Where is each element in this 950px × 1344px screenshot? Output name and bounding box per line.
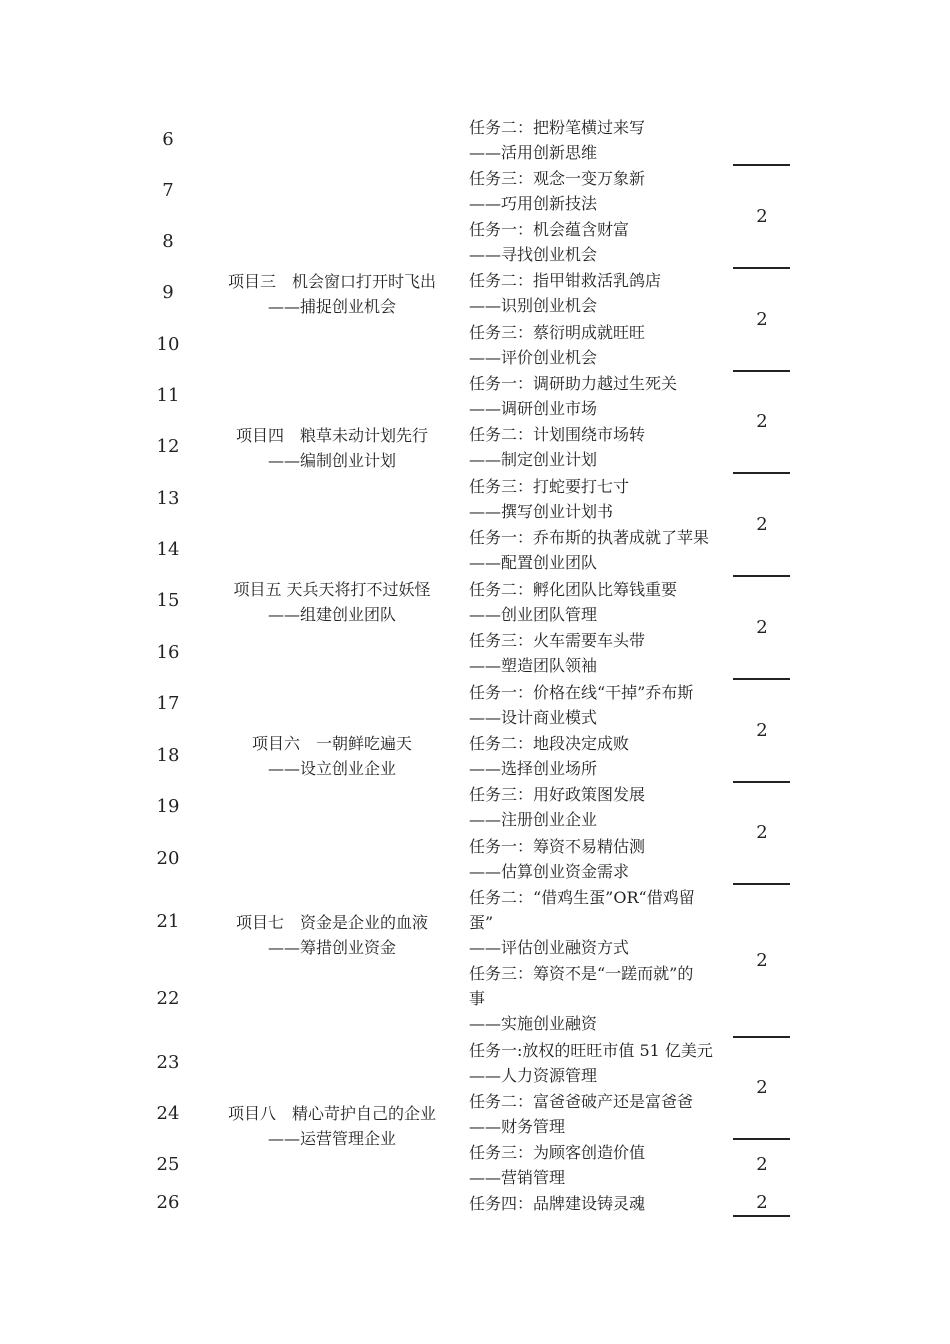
hours-divider — [733, 781, 790, 783]
task-title: 任务三：蔡衍明成就旺旺 — [469, 323, 646, 342]
hours-divider — [733, 883, 790, 885]
project-subtitle: ——捕捉创业机会 — [267, 297, 396, 316]
task-cell — [469, 320, 729, 370]
row-number: 7 — [162, 180, 174, 201]
hours-value: 2 — [756, 720, 768, 741]
task-title: 任务一：机会蕴含财富 — [469, 220, 630, 239]
row-number: 9 — [162, 282, 174, 303]
row-number: 24 — [156, 1103, 180, 1124]
hours-divider — [733, 370, 790, 372]
task-subtitle: ——活用创新思维 — [469, 143, 598, 162]
task-title: 任务二：“借鸡生蛋”OR“借鸡留 — [469, 888, 695, 907]
row-number: 10 — [156, 334, 180, 355]
task-subtitle: ——设计商业模式 — [469, 708, 598, 727]
row-number: 22 — [156, 988, 180, 1009]
task-title: 任务三：观念一变万象新 — [469, 169, 646, 188]
task-cell — [469, 166, 729, 216]
row-number: 8 — [162, 231, 174, 252]
row-number: 23 — [156, 1052, 180, 1073]
task-title: 任务一:放权的旺旺市值 51 亿美元 — [469, 1041, 713, 1060]
project-subtitle: ——组建创业团队 — [267, 605, 396, 624]
task-title: 任务三：筹资不是“一蹉而就”的 — [469, 964, 694, 983]
row-number: 12 — [156, 436, 180, 457]
task-cell — [469, 371, 729, 421]
task-subtitle: ——评价创业机会 — [469, 348, 598, 367]
project-cell — [212, 910, 452, 960]
task-cell — [469, 885, 729, 960]
task-subtitle: ——人力资源管理 — [469, 1066, 598, 1085]
task-title-cont: 事 — [469, 989, 486, 1008]
row-number: 19 — [156, 796, 180, 817]
task-subtitle: ——选择创业场所 — [469, 759, 598, 778]
row-number: 14 — [156, 539, 180, 560]
task-subtitle: ——塑造团队领袖 — [469, 656, 598, 675]
project-cell — [212, 269, 452, 319]
row-number: 16 — [156, 642, 180, 663]
task-title: 任务二：把粉笔横过来写 — [469, 118, 646, 137]
task-cell — [469, 731, 729, 781]
task-title: 任务一：价格在线“干掉”乔布斯 — [469, 683, 694, 702]
task-cell — [469, 217, 729, 267]
hours-value: 2 — [756, 950, 768, 971]
task-title: 任务二：孵化团队比筹钱重要 — [469, 580, 678, 599]
task-title-cont: 蛋” — [469, 913, 494, 932]
hours-value: 2 — [756, 1154, 768, 1175]
task-cell — [469, 474, 729, 524]
task-cell — [469, 525, 729, 575]
hours-value: 2 — [756, 514, 768, 535]
task-subtitle: ——制定创业计划 — [469, 450, 598, 469]
row-number: 25 — [156, 1154, 180, 1175]
task-subtitle: ——创业团队管理 — [469, 605, 598, 624]
task-title: 任务一：调研助力越过生死关 — [469, 374, 678, 393]
task-cell — [469, 1191, 729, 1216]
hours-value: 2 — [756, 617, 768, 638]
task-cell — [469, 115, 729, 165]
row-number: 21 — [156, 911, 180, 932]
hours-divider — [733, 1215, 790, 1217]
hours-value: 2 — [756, 822, 768, 843]
task-subtitle: ——注册创业企业 — [469, 810, 598, 829]
task-title: 任务二：指甲钳救活乳鸽店 — [469, 271, 662, 290]
project-subtitle: ——编制创业计划 — [267, 451, 396, 470]
task-title: 任务一：筹资不易精估测 — [469, 837, 646, 856]
task-subtitle: ——调研创业市场 — [469, 399, 598, 418]
row-number: 20 — [156, 848, 180, 869]
hours-value: 2 — [756, 206, 768, 227]
row-number: 26 — [156, 1192, 180, 1213]
task-title: 任务三：用好政策图发展 — [469, 785, 646, 804]
task-title: 任务二：地段决定成败 — [469, 734, 630, 753]
task-cell — [469, 834, 729, 884]
project-cell — [212, 423, 452, 473]
task-cell — [469, 628, 729, 678]
task-subtitle: ——巧用创新技法 — [469, 194, 598, 213]
task-cell — [469, 1038, 729, 1088]
task-cell — [469, 680, 729, 730]
project-title: 项目四 粮草未动计划先行 — [235, 426, 428, 445]
project-cell — [212, 577, 452, 627]
hours-divider — [733, 1138, 790, 1140]
task-subtitle: ——实施创业融资 — [469, 1014, 598, 1033]
project-title: 项目六 一朝鲜吃遍天 — [251, 734, 412, 753]
hours-value: 2 — [756, 411, 768, 432]
row-number: 11 — [156, 385, 180, 406]
task-cell — [469, 268, 729, 318]
row-number: 15 — [156, 590, 180, 611]
row-number: 17 — [156, 693, 180, 714]
project-title: 项目八 精心苛护自己的企业 — [227, 1104, 436, 1123]
task-title: 任务一：乔布斯的执著成就了苹果 — [469, 528, 710, 547]
task-cell — [469, 782, 729, 832]
task-subtitle: ——营销管理 — [469, 1168, 566, 1187]
task-cell — [469, 577, 729, 627]
task-title: 任务三：火车需要车头带 — [469, 631, 646, 650]
hours-divider — [733, 678, 790, 680]
task-cell — [469, 422, 729, 472]
project-title: 项目七 资金是企业的血液 — [235, 913, 428, 932]
hours-divider — [733, 267, 790, 269]
project-subtitle: ——运营管理企业 — [267, 1129, 396, 1148]
task-cell — [469, 1089, 729, 1139]
task-subtitle: ——财务管理 — [469, 1117, 566, 1136]
row-number: 13 — [156, 488, 180, 509]
project-subtitle: ——筹措创业资金 — [267, 938, 396, 957]
task-subtitle: ——撰写创业计划书 — [469, 502, 614, 521]
task-title: 任务二：富爸爸破产还是富爸爸 — [469, 1092, 694, 1111]
project-title: 项目五 天兵天将打不过妖怪 — [233, 580, 431, 599]
task-subtitle: ——评估创业融资方式 — [469, 938, 630, 957]
task-cell — [469, 961, 729, 1036]
hours-divider — [733, 164, 790, 166]
project-cell — [212, 731, 452, 781]
row-number: 18 — [156, 745, 180, 766]
row-number: 6 — [162, 129, 174, 150]
hours-divider — [733, 575, 790, 577]
hours-value: 2 — [756, 1192, 768, 1213]
hours-value: 2 — [756, 1077, 768, 1098]
task-title: 任务三：打蛇要打七寸 — [469, 477, 630, 496]
task-subtitle: ——估算创业资金需求 — [469, 862, 630, 881]
hours-divider — [733, 1036, 790, 1038]
task-subtitle: ——配置创业团队 — [469, 553, 598, 572]
hours-divider — [733, 472, 790, 474]
task-cell — [469, 1140, 729, 1190]
task-subtitle: ——识别创业机会 — [469, 296, 598, 315]
project-subtitle: ——设立创业企业 — [267, 759, 396, 778]
project-cell — [212, 1101, 452, 1151]
task-title: 任务二：计划围绕市场转 — [469, 425, 646, 444]
task-title: 任务四：品牌建设铸灵魂 — [469, 1194, 646, 1213]
task-subtitle: ——寻找创业机会 — [469, 245, 598, 264]
task-title: 任务三：为顾客创造价值 — [469, 1143, 646, 1162]
project-title: 项目三 机会窗口打开时飞出 — [227, 272, 436, 291]
hours-value: 2 — [756, 309, 768, 330]
